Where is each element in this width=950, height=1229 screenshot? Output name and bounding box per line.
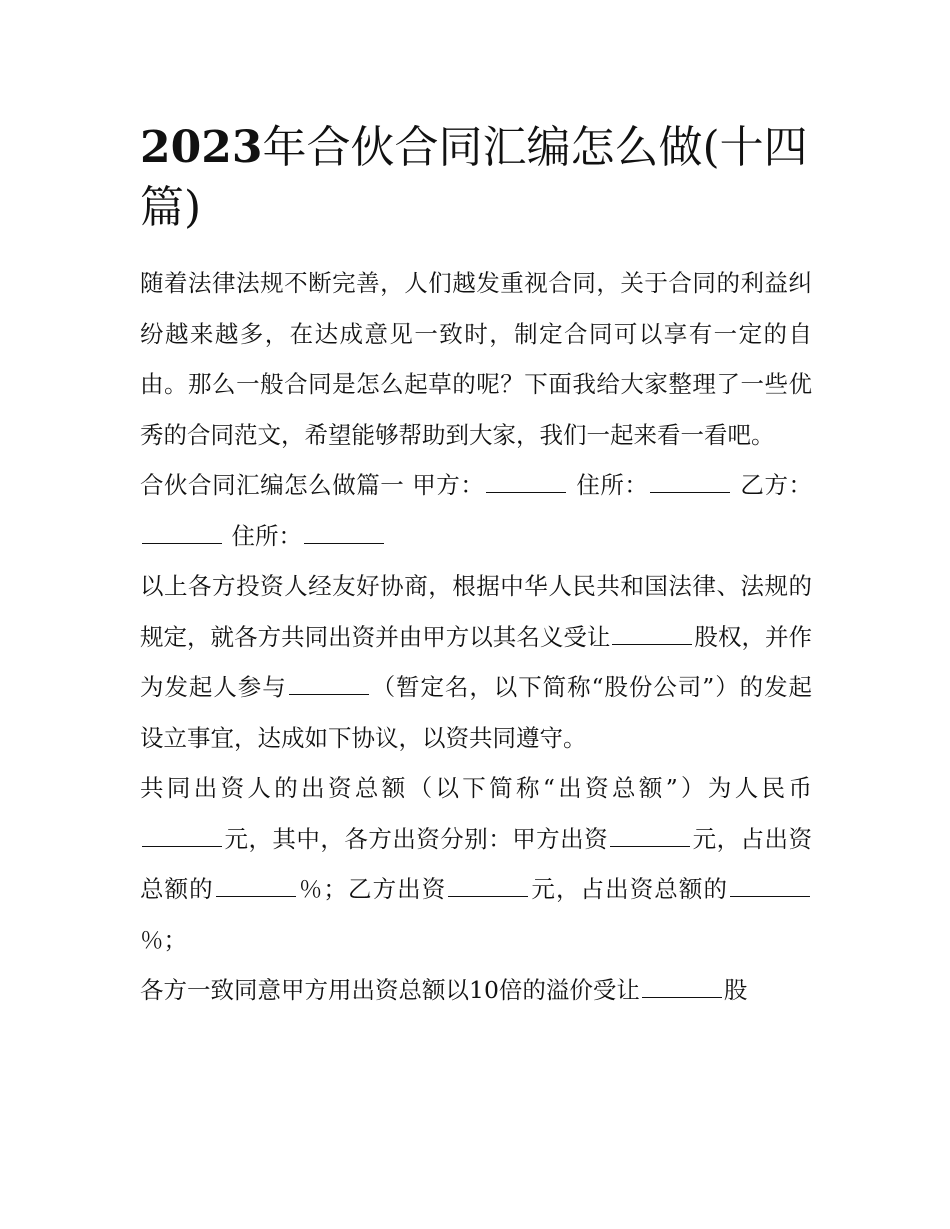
blank-line xyxy=(142,845,222,847)
parties-paragraph xyxy=(140,460,812,561)
agreement-text: 股权，并作为发起人参与 xyxy=(140,622,813,701)
party-a-label: 合伙合同汇编怎么做篇一 甲方： xyxy=(140,471,485,499)
party-b-label: 乙方： xyxy=(732,471,812,499)
premium-text: 股 xyxy=(723,976,748,1004)
title-text: 年合伙合同汇编怎么做(十四篇) xyxy=(140,122,808,233)
agreement-paragraph xyxy=(140,561,812,763)
document-page xyxy=(140,118,812,1016)
capital-text: 元，占出资总额的 xyxy=(140,824,813,903)
capital-text: ％； xyxy=(140,925,187,954)
premium-paragraph xyxy=(140,965,812,1016)
capital-text: 元，占出资总额的 xyxy=(530,875,729,903)
blank-line xyxy=(289,693,369,695)
blank-line xyxy=(216,895,296,897)
capital-text: 元，其中，各方出资分别：甲方出资 xyxy=(224,824,609,853)
blank-line xyxy=(142,542,222,544)
premium-text: 各方一致同意甲方用出资总额以10倍的溢价受让 xyxy=(140,976,640,1004)
address-label: 住所： xyxy=(224,521,302,550)
capital-text: ％；乙方出资 xyxy=(297,875,447,903)
blank-line xyxy=(642,996,722,998)
document-title xyxy=(140,118,812,238)
agreement-text: 以上各方投资人经友好协商，根据中华人民共和国法律、法规的规定，就各方共同出资并由甲方以其名义受让 xyxy=(140,572,812,651)
agreement-text: （暂定名，以下简称“股份公司”）的发起设立事宜，达成如下协议，以资共同遵守。 xyxy=(140,673,813,752)
blank-line xyxy=(650,491,730,493)
capital-paragraph xyxy=(140,763,812,965)
blank-line xyxy=(610,845,690,847)
blank-line xyxy=(448,895,528,897)
blank-line xyxy=(486,491,566,493)
capital-text: 共同出资人的出资总额（以下简称“出资总额”）为人民币 xyxy=(140,774,812,802)
intro-paragraph: 随着法律法规不断完善，人们越发重视合同，关于合同的利益纠纷越来越多，在达成意见一致时，制定合同可以享有一定的自由。那么一般合同是怎么起草的呢？下面我给大家整理了一些优秀的合同范文，希望能够帮助到大家，我们一起来看一看吧。 xyxy=(140,269,812,449)
address-label: 住所： xyxy=(568,471,649,499)
blank-line xyxy=(612,643,692,645)
document-body xyxy=(140,258,812,1016)
blank-line xyxy=(304,542,384,544)
title-year: 2023 xyxy=(140,122,263,173)
blank-line xyxy=(730,895,810,897)
